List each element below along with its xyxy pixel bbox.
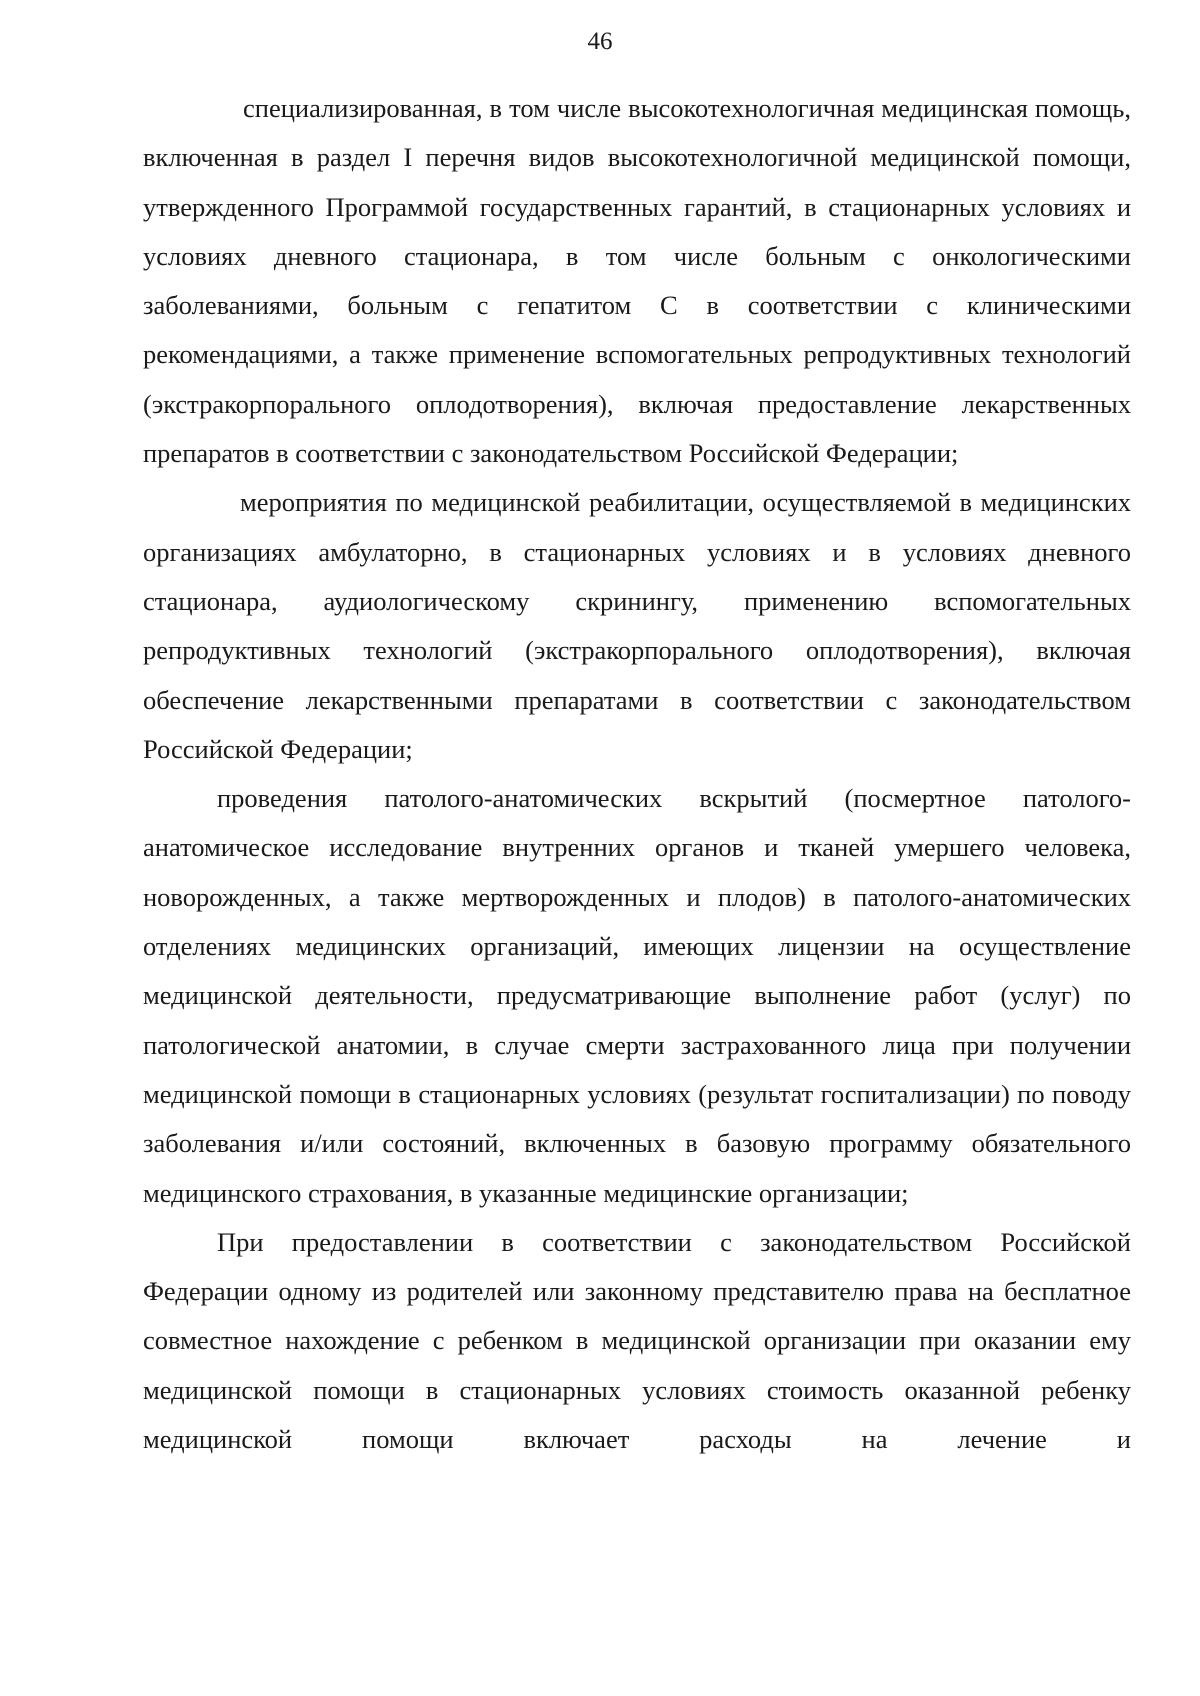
paragraph-specialized-care: специализированная, в том числе высокотехнологичная медицинская помощь, включенная в раздел I перечня видов высокотехнологичной медицинской помощи, утвержденного Программой государственных гарантий, в стационарных условиях и условиях дневного стационара, в том числе больным с онкологическими заболеваниями, больным с гепатитом С в соответствии с клиническими рекомендациями, а также применение вспомогательных репродуктивных технологий (экстракорпорального оплодотворения), включая предоставление лекарственных препаратов в соответствии с законодательством Российской Федерации; xyxy=(143,93,1131,469)
paragraph-autopsies: проведения патолого-анатомических вскрытий (посмертное патолого-анатомическое исследование внутренних органов и тканей умершего человека, новорожденных, а также мертворожденных и плодов) в патолого-анатомических отделениях медицинских организаций, имеющих лицензии на осуществление медицинской деятельности, предусматривающие выполнение работ (услуг) по патологической анатомии, в случае смерти застрахованного лица при получении медицинской помощи в стационарных условиях (результат госпитализации) по поводу заболевания и/или состояний, включенных в базовую программу обязательного медицинского страхования, в указанные медицинские организации; xyxy=(143,783,1131,1208)
page-number: 46 xyxy=(587,28,613,55)
paragraph-rehabilitation: мероприятия по медицинской реабилитации, осуществляемой в медицинских организациях амбулаторно, в стационарных условиях и в условиях дневного стационара, аудиологическому скринингу, применению вспомогательных репродуктивных технологий (экстракорпорального оплодотворения), включая обеспечение лекарственными препаратами в соответствии с законодательством Российской Федерации; xyxy=(143,487,1131,764)
document-body xyxy=(143,84,1131,1464)
paragraph-parent-stay: При предоставлении в соответствии с законодательством Российской Федерации одному из родителей или законному представителю права на бесплатное совместное нахождение с ребенком в медицинской организации при оказании ему медицинской помощи в стационарных условиях стоимость оказанной ребенку медицинской помощи включает расходы на лечение и xyxy=(143,1226,1131,1455)
